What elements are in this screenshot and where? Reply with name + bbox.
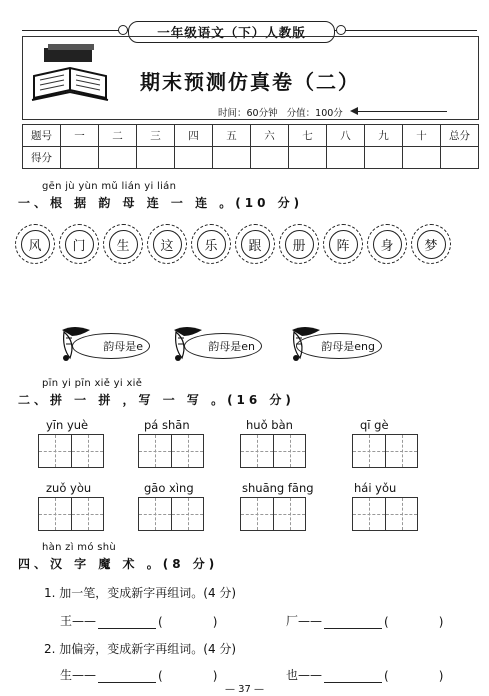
banner-line-right — [333, 30, 477, 31]
word-pinyin: hái yǒu — [354, 481, 397, 495]
score-cell[interactable] — [403, 147, 441, 169]
th: 六 — [251, 125, 289, 147]
grade-banner: 一年级语文（下）人教版 — [128, 21, 335, 43]
writing-grid[interactable] — [240, 497, 306, 531]
flower-char[interactable] — [279, 224, 319, 264]
flower-char[interactable] — [191, 224, 231, 264]
writing-grid[interactable] — [240, 434, 306, 468]
char: 梦 — [417, 230, 446, 259]
th: 七 — [289, 125, 327, 147]
section4-title: 四、汉 字 魔 术 。(8 分) — [18, 557, 219, 571]
char: 乐 — [197, 230, 226, 259]
char: 册 — [285, 230, 314, 259]
flower-char[interactable] — [367, 224, 407, 264]
leaf-label: 韵母是eng — [321, 340, 375, 353]
section1-title: 一、根 据 韵 母 连 一 连 。(10 分) — [18, 196, 304, 210]
score-cell[interactable] — [251, 147, 289, 169]
score-cell[interactable] — [99, 147, 137, 169]
score-cell[interactable] — [289, 147, 327, 169]
word-pinyin: shuāng fāng — [242, 481, 314, 495]
exam-time: 时间：60分钟 — [218, 108, 278, 119]
th: 一 — [61, 125, 99, 147]
flower-char[interactable] — [411, 224, 451, 264]
leaf-option[interactable] — [296, 333, 382, 359]
char: 身 — [373, 230, 402, 259]
th: 五 — [213, 125, 251, 147]
answer-line[interactable]: 也—— ( ) — [286, 668, 444, 683]
score-table — [22, 124, 479, 169]
flower-char[interactable] — [103, 224, 143, 264]
th: 十 — [403, 125, 441, 147]
writing-grid[interactable] — [352, 434, 418, 468]
section4-pinyin: hàn zì mó shù — [42, 542, 117, 553]
word-pinyin: qī gè — [360, 418, 389, 432]
th: 总分 — [441, 125, 479, 147]
writing-grid[interactable] — [352, 497, 418, 531]
th: 四 — [175, 125, 213, 147]
flower-char[interactable] — [59, 224, 99, 264]
exam-score: 分值：100分 — [286, 108, 343, 119]
flower-char[interactable] — [235, 224, 275, 264]
word-pinyin: gāo xìng — [144, 481, 194, 495]
flower-char[interactable] — [323, 224, 363, 264]
section2-title: 二、拼 一 拼 ，写 一 写 。(16 分) — [18, 393, 295, 407]
leaf-label: 韵母是e — [103, 340, 143, 353]
flower-char[interactable] — [147, 224, 187, 264]
score-cell[interactable] — [175, 147, 213, 169]
score-table-header — [23, 125, 479, 147]
question-2: 2. 加偏旁，变成新字再组词。(4 分) — [44, 642, 237, 656]
char: 阵 — [329, 230, 358, 259]
answer-line[interactable]: 生—— ( ) — [60, 668, 218, 683]
banner-dot-right — [336, 25, 346, 35]
page-number: — 37 — — [224, 684, 265, 695]
char: 这 — [153, 230, 182, 259]
banner-dot-left — [118, 25, 128, 35]
arrow-decoration — [352, 111, 447, 112]
leaf-label: 韵母是en — [208, 340, 255, 353]
word-pinyin: zuǒ yòu — [46, 481, 92, 495]
writing-grid[interactable] — [38, 497, 104, 531]
th: 三 — [137, 125, 175, 147]
answer-line[interactable]: 厂—— ( ) — [286, 614, 444, 629]
score-cell[interactable] — [327, 147, 365, 169]
exam-meta — [218, 105, 343, 119]
score-cell[interactable] — [441, 147, 479, 169]
section1-pinyin: gēn jù yùn mǔ lián yi lián — [42, 181, 177, 192]
flower-char[interactable] — [15, 224, 55, 264]
book-icon — [30, 42, 112, 106]
row-label: 得分 — [23, 147, 61, 169]
leaf-option[interactable] — [184, 333, 262, 359]
word-pinyin: pá shān — [144, 418, 190, 432]
writing-grid[interactable] — [138, 497, 204, 531]
th: 题号 — [23, 125, 61, 147]
score-cell[interactable] — [213, 147, 251, 169]
word-pinyin: huǒ bàn — [246, 418, 293, 432]
score-table-row — [23, 147, 479, 169]
score-cell[interactable] — [137, 147, 175, 169]
th: 九 — [365, 125, 403, 147]
page-title: 期末预测仿真卷（二） — [140, 70, 360, 94]
score-cell[interactable] — [365, 147, 403, 169]
question-1: 1. 加一笔，变成新字再组词。(4 分) — [44, 586, 237, 600]
leaf-option[interactable] — [72, 333, 150, 359]
th: 二 — [99, 125, 137, 147]
char: 风 — [21, 230, 50, 259]
writing-grid[interactable] — [138, 434, 204, 468]
score-cell[interactable] — [61, 147, 99, 169]
char: 生 — [109, 230, 138, 259]
writing-grid[interactable] — [38, 434, 104, 468]
word-pinyin: yīn yuè — [46, 418, 89, 432]
banner-line-left — [22, 30, 128, 31]
th: 八 — [327, 125, 365, 147]
answer-line[interactable]: 王—— ( ) — [60, 614, 218, 629]
char: 跟 — [241, 230, 270, 259]
section2-pinyin: pīn yi pīn xiě yi xiě — [42, 378, 143, 389]
char: 门 — [65, 230, 94, 259]
